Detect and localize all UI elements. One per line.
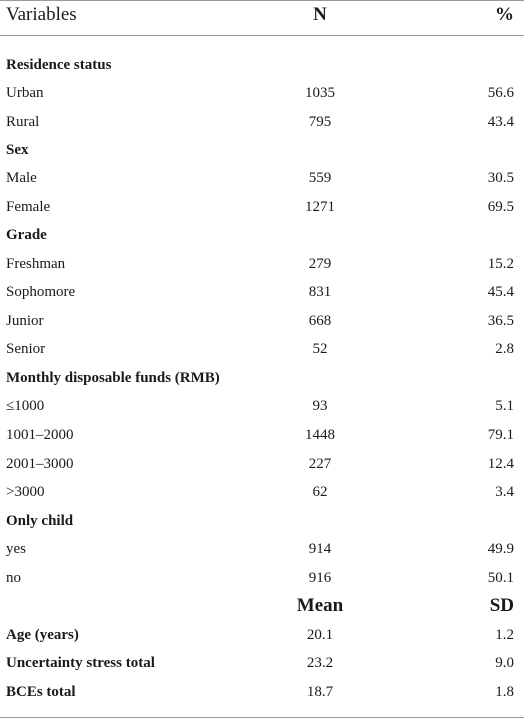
row-mean: 18.7 [306, 684, 334, 700]
table-row [0, 621, 524, 649]
row-label: Sophomore [6, 284, 76, 300]
header-mean: Mean [296, 595, 344, 616]
row-label: Age (years) [6, 627, 79, 643]
row-percent: 5.1 [495, 398, 514, 414]
row-mean: 23.2 [306, 655, 334, 671]
section-title: Grade [6, 227, 47, 243]
table-row [0, 421, 524, 449]
row-n: 1271 [305, 199, 335, 215]
table-row [0, 250, 524, 278]
section-residence-status [0, 51, 524, 79]
header-variables: Variables [6, 4, 77, 25]
row-n: 62 [312, 484, 328, 500]
row-sd: 1.8 [495, 684, 514, 700]
row-n: 916 [308, 570, 332, 586]
row-label: Female [6, 199, 51, 215]
row-label: Senior [6, 341, 46, 357]
table-row [0, 535, 524, 563]
table-row [0, 478, 524, 506]
row-n: 93 [312, 398, 328, 414]
row-label: Junior [6, 313, 44, 329]
table-row [0, 278, 524, 306]
row-label: no [6, 570, 21, 586]
table-row [0, 307, 524, 335]
row-percent: 36.5 [487, 313, 514, 329]
section-title: Sex [6, 142, 29, 158]
row-n: 52 [312, 341, 328, 357]
row-label: Male [6, 170, 37, 186]
row-percent: 30.5 [487, 170, 514, 186]
row-label: Freshman [6, 256, 66, 272]
row-n: 559 [308, 170, 332, 186]
table-row [0, 564, 524, 592]
table-row [0, 649, 524, 677]
table-row [0, 193, 524, 221]
section-title: Residence status [6, 57, 112, 73]
row-n: 831 [308, 284, 332, 300]
stats-header-row [0, 591, 524, 621]
section-only-child [0, 507, 524, 535]
table-row [0, 392, 524, 420]
table-row [0, 164, 524, 192]
bottom-rule [0, 717, 524, 718]
section-title: Monthly disposable funds (RMB) [6, 370, 220, 386]
section-sex [0, 136, 524, 164]
row-percent: 2.8 [495, 341, 514, 357]
row-sd: 1.2 [495, 627, 514, 643]
row-label: ≤1000 [6, 398, 45, 414]
row-label: Uncertainty stress total [6, 655, 155, 671]
header-rule [0, 35, 524, 36]
section-monthly-funds [0, 364, 524, 392]
table-row [0, 450, 524, 478]
row-n: 227 [308, 456, 332, 472]
row-n: 1035 [305, 85, 335, 101]
row-percent: 79.1 [487, 427, 514, 443]
row-sd: 9.0 [495, 655, 514, 671]
table-row [0, 108, 524, 136]
row-percent: 15.2 [487, 256, 514, 272]
row-percent: 3.4 [495, 484, 514, 500]
row-percent: 49.9 [487, 541, 514, 557]
table-row [0, 678, 524, 706]
row-n: 795 [308, 114, 332, 130]
row-percent: 50.1 [487, 570, 514, 586]
table-row [0, 79, 524, 107]
row-percent: 45.4 [487, 284, 514, 300]
row-label: Urban [6, 85, 44, 101]
row-label: 2001–3000 [6, 456, 74, 472]
section-title: Only child [6, 513, 74, 529]
section-grade [0, 221, 524, 249]
row-label: BCEs total [6, 684, 76, 700]
row-label: yes [6, 541, 26, 557]
header-n: N [313, 4, 327, 25]
row-n: 914 [308, 541, 332, 557]
header-sd: SD [489, 595, 514, 616]
row-percent: 12.4 [487, 456, 514, 472]
row-n: 1448 [305, 427, 335, 443]
header-percent: % [495, 4, 514, 25]
row-mean: 20.1 [306, 627, 334, 643]
row-label: >3000 [6, 484, 45, 500]
row-n: 668 [308, 313, 332, 329]
table-row [0, 335, 524, 363]
row-n: 279 [308, 256, 332, 272]
table-header-row [0, 0, 524, 32]
row-percent: 69.5 [487, 199, 514, 215]
row-label: Rural [6, 114, 40, 130]
row-label: 1001–2000 [6, 427, 74, 443]
row-percent: 43.4 [487, 114, 514, 130]
row-percent: 56.6 [487, 85, 514, 101]
